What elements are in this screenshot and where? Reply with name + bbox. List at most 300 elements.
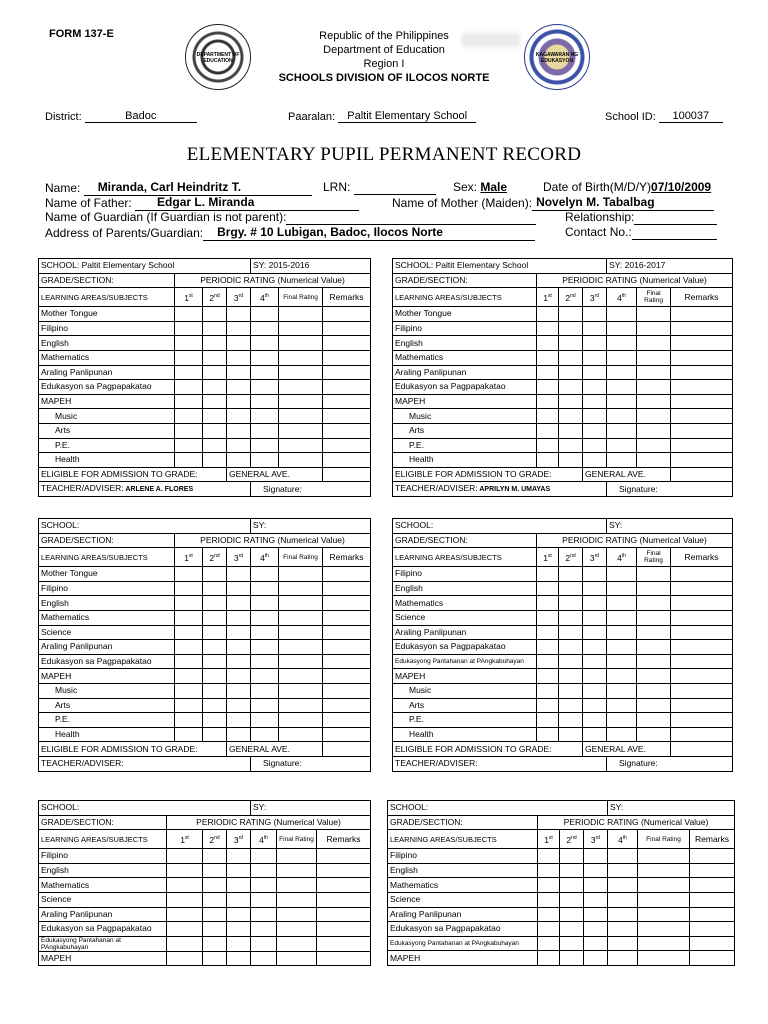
grade-cell xyxy=(323,438,371,453)
grade-cell xyxy=(251,951,277,966)
subject-row xyxy=(39,907,371,922)
grade-cell xyxy=(559,596,583,611)
grade-cell xyxy=(203,610,227,625)
grade-cell xyxy=(637,713,671,728)
grade-cell xyxy=(559,321,583,336)
subject-name: Health xyxy=(393,727,537,742)
subject-row xyxy=(39,394,371,409)
quarter-suffix: th xyxy=(621,292,626,299)
grade-cell xyxy=(277,951,317,966)
grade-cell xyxy=(537,581,559,596)
mother-label: Name of Mother (Maiden): xyxy=(392,196,533,210)
grade-cell xyxy=(277,878,317,893)
grade-cell xyxy=(279,581,323,596)
subject-row xyxy=(393,394,733,409)
grade-cell xyxy=(203,863,227,878)
grade-cell xyxy=(537,336,559,351)
grade-cell xyxy=(538,863,560,878)
grade-cell xyxy=(583,713,607,728)
grade-cell xyxy=(175,625,203,640)
grade-cell xyxy=(690,907,735,922)
grade-cell xyxy=(559,453,583,468)
grade-cell xyxy=(537,321,559,336)
grade-cell xyxy=(227,683,251,698)
subject-name: Filipino xyxy=(39,321,175,336)
grade-cell xyxy=(251,321,279,336)
grade-row xyxy=(393,533,733,548)
subject-row xyxy=(393,307,733,322)
grade-cell xyxy=(251,380,279,395)
final-rating-header: Final Rating xyxy=(279,288,323,307)
column-header-row xyxy=(388,830,735,849)
grade-cell xyxy=(559,365,583,380)
grade-cell xyxy=(227,669,251,684)
subject-row xyxy=(39,350,371,365)
subject-name: Music xyxy=(393,683,537,698)
teacher-label: TEACHER/ADVISER: xyxy=(41,757,124,768)
subject-row xyxy=(39,610,371,625)
grade-cell xyxy=(251,453,279,468)
subject-row xyxy=(39,321,371,336)
quarter-num: 4 xyxy=(260,292,265,303)
guardian-field xyxy=(45,210,536,225)
grade-cell xyxy=(537,394,559,409)
subject-row xyxy=(388,849,735,864)
quarter-num: 3 xyxy=(590,834,596,845)
grade-cell xyxy=(671,596,733,611)
grade-cell xyxy=(638,951,690,966)
grade-cell xyxy=(323,307,371,322)
subject-name: Mother Tongue xyxy=(39,307,175,322)
learning-areas-header: LEARNING AREAS/SUBJECTS xyxy=(39,288,175,307)
grade-cell xyxy=(637,380,671,395)
district-value: Badoc xyxy=(85,110,197,123)
grade-cell xyxy=(690,951,735,966)
teacher-value: ARLENE A. FLORES xyxy=(123,486,194,494)
grade-cell xyxy=(323,610,371,625)
subject-row xyxy=(39,438,371,453)
grade-cell xyxy=(323,380,371,395)
subject-name: Music xyxy=(39,683,175,698)
periodic-rating-label: PERIODIC RATING (Numerical Value) xyxy=(175,533,371,548)
eligible-label: ELIGIBLE FOR ADMISSION TO GRADE: xyxy=(39,742,227,757)
grade-cell xyxy=(637,394,671,409)
subject-name: Edukasyon sa Pagpapakatao xyxy=(39,654,175,669)
school-row xyxy=(39,259,371,274)
grade-cell xyxy=(323,567,371,582)
subject-row xyxy=(39,365,371,380)
grade-cell xyxy=(637,669,671,684)
school-cell xyxy=(39,259,251,274)
grade-cell xyxy=(251,350,279,365)
subject-row xyxy=(39,453,371,468)
grade-cell xyxy=(559,409,583,424)
final-rating-header: Final Rating xyxy=(637,288,671,307)
quarter-4-header xyxy=(251,288,279,307)
grade-cell xyxy=(277,892,317,907)
grade-cell xyxy=(560,863,584,878)
grade-cell xyxy=(227,654,251,669)
grade-cell xyxy=(279,350,323,365)
grade-cell xyxy=(251,878,277,893)
subject-name: English xyxy=(393,336,537,351)
grade-cell xyxy=(203,380,227,395)
grade-cell xyxy=(671,640,733,655)
subject-name: Health xyxy=(39,727,175,742)
grade-cell xyxy=(323,698,371,713)
subject-row xyxy=(39,596,371,611)
periodic-rating-label: PERIODIC RATING (Numerical Value) xyxy=(538,815,735,830)
grade-cell xyxy=(537,438,559,453)
school-cell xyxy=(393,519,607,534)
grade-cell xyxy=(583,438,607,453)
subject-name: Filipino xyxy=(393,567,537,582)
quarter-suffix: th xyxy=(264,292,269,299)
subject-name: MAPEH xyxy=(39,669,175,684)
grade-cell xyxy=(203,849,227,864)
general-ave-label: GENERAL AVE. xyxy=(583,742,671,757)
subject-name: Mother Tongue xyxy=(39,567,175,582)
grade-cell xyxy=(538,849,560,864)
grade-cell xyxy=(671,581,733,596)
grade-cell xyxy=(607,453,637,468)
grade-cell xyxy=(203,907,227,922)
subject-name: MAPEH xyxy=(39,951,167,966)
final-rating-header: Final Rating xyxy=(279,548,323,567)
grade-cell xyxy=(637,610,671,625)
subject-name: Mathematics xyxy=(39,878,167,893)
grade-cell xyxy=(227,438,251,453)
grade-cell xyxy=(279,698,323,713)
grade-cell xyxy=(608,951,638,966)
grade-cell xyxy=(175,350,203,365)
grade-cell xyxy=(317,936,371,951)
subject-row xyxy=(39,307,371,322)
grade-cell xyxy=(227,581,251,596)
school-label: SCHOOL: xyxy=(41,260,80,271)
grade-cell xyxy=(203,951,227,966)
school-row xyxy=(39,519,371,534)
subject-row xyxy=(393,669,733,684)
column-header-row xyxy=(393,288,733,307)
subject-name: English xyxy=(388,863,538,878)
grade-cell xyxy=(671,423,733,438)
remarks-header: Remarks xyxy=(323,288,371,307)
grade-cell xyxy=(227,409,251,424)
school-row xyxy=(39,801,371,816)
grade-cell xyxy=(175,713,203,728)
subject-row xyxy=(39,849,371,864)
quarter-num: 2 xyxy=(565,552,571,563)
grade-row xyxy=(388,815,735,830)
grade-cell xyxy=(537,640,559,655)
subject-row xyxy=(393,625,733,640)
grade-cell xyxy=(690,936,735,951)
grade-row xyxy=(393,273,733,288)
general-ave-label: GENERAL AVE. xyxy=(227,742,323,757)
grade-cell xyxy=(175,365,203,380)
contact-field xyxy=(565,225,717,240)
grade-cell xyxy=(559,307,583,322)
subject-name: P.E. xyxy=(393,438,537,453)
grade-cell xyxy=(227,849,251,864)
subject-name: Araling Panlipunan xyxy=(388,907,538,922)
grade-cell xyxy=(583,625,607,640)
remarks-header: Remarks xyxy=(323,548,371,567)
record-table-3 xyxy=(38,518,371,772)
grade-cell xyxy=(227,713,251,728)
quarter-2-header xyxy=(560,830,584,849)
quarter-num: 4 xyxy=(617,292,622,303)
grade-cell xyxy=(608,907,638,922)
district-field xyxy=(45,110,197,123)
address-field xyxy=(45,225,535,241)
grade-section-label: GRADE/SECTION: xyxy=(393,273,537,288)
sy-label: SY: xyxy=(610,802,624,813)
subject-row xyxy=(393,336,733,351)
subject-row xyxy=(393,409,733,424)
grade-cell xyxy=(203,321,227,336)
grade-cell xyxy=(607,567,637,582)
grade-cell xyxy=(279,453,323,468)
signature-label: Signature: xyxy=(251,756,371,771)
mother-value: Novelyn M. Tabalbag xyxy=(532,195,714,211)
quarter-2-header xyxy=(203,830,227,849)
quarter-suffix: th xyxy=(622,834,627,841)
quarter-1-header xyxy=(175,548,203,567)
grade-cell xyxy=(690,922,735,937)
quarter-num: 1 xyxy=(180,834,185,845)
grade-cell xyxy=(583,453,607,468)
dob-field xyxy=(543,180,711,195)
grade-cell xyxy=(608,922,638,937)
grade-cell xyxy=(203,669,227,684)
subject-row xyxy=(39,951,371,966)
grade-cell xyxy=(538,892,560,907)
quarter-num: 4 xyxy=(617,552,622,563)
subject-row xyxy=(393,423,733,438)
sex-label: Sex: xyxy=(453,180,478,194)
grade-cell xyxy=(323,581,371,596)
grade-cell xyxy=(279,365,323,380)
grade-cell xyxy=(323,683,371,698)
grade-cell xyxy=(671,394,733,409)
district-label: District: xyxy=(45,111,82,123)
grade-cell xyxy=(279,380,323,395)
subject-row xyxy=(393,438,733,453)
grade-section-label: GRADE/SECTION: xyxy=(39,815,167,830)
grade-cell xyxy=(251,423,279,438)
grade-cell xyxy=(323,654,371,669)
remarks-header: Remarks xyxy=(671,288,733,307)
sy-value: 2016-2017 xyxy=(622,260,666,271)
grade-cell xyxy=(584,951,608,966)
periodic-rating-label: PERIODIC RATING (Numerical Value) xyxy=(537,533,733,548)
grade-cell xyxy=(584,936,608,951)
grade-cell xyxy=(279,713,323,728)
teacher-row xyxy=(39,756,371,771)
grade-cell xyxy=(203,892,227,907)
grade-cell xyxy=(227,698,251,713)
quarter-suffix: nd xyxy=(214,834,220,841)
grade-cell xyxy=(537,567,559,582)
grade-cell xyxy=(323,321,371,336)
grade-cell xyxy=(251,438,279,453)
subject-row xyxy=(39,669,371,684)
paaralan-label: Paaralan: xyxy=(288,111,336,123)
address-label: Address of Parents/Guardian: xyxy=(45,226,204,240)
grade-cell xyxy=(167,892,203,907)
grade-cell xyxy=(538,922,560,937)
lrn-field xyxy=(323,180,436,195)
subject-row xyxy=(388,936,735,951)
quarter-4-header xyxy=(608,830,638,849)
learning-areas-header: LEARNING AREAS/SUBJECTS xyxy=(39,830,167,849)
grade-cell xyxy=(537,625,559,640)
grade-cell xyxy=(279,727,323,742)
sy-cell xyxy=(251,259,371,274)
grade-cell xyxy=(203,567,227,582)
grade-cell xyxy=(227,640,251,655)
quarter-num: 1 xyxy=(543,292,548,303)
signature-label: Signature: xyxy=(607,482,733,497)
grade-cell xyxy=(607,409,637,424)
grade-cell xyxy=(251,394,279,409)
grade-cell xyxy=(251,698,279,713)
subject-row xyxy=(393,727,733,742)
grade-cell xyxy=(583,640,607,655)
grade-cell xyxy=(277,907,317,922)
subject-row xyxy=(39,640,371,655)
grade-cell xyxy=(637,727,671,742)
grade-cell xyxy=(690,878,735,893)
school-value: Paltit Elementary School xyxy=(79,260,175,271)
quarter-num: 2 xyxy=(566,834,572,845)
school-cell xyxy=(388,801,608,816)
quarter-4-header xyxy=(607,548,637,567)
quarter-1-header xyxy=(537,548,559,567)
quarter-suffix: st xyxy=(547,552,552,559)
school-row xyxy=(393,519,733,534)
subject-name: Edukasyong Pantahanan at PAngkabuhayan xyxy=(388,936,538,951)
sy-cell xyxy=(251,519,371,534)
grade-cell xyxy=(560,907,584,922)
subject-row xyxy=(39,683,371,698)
grade-cell xyxy=(537,380,559,395)
grade-cell xyxy=(538,936,560,951)
subject-name: MAPEH xyxy=(388,951,538,966)
grade-cell xyxy=(537,307,559,322)
school-id-value: 100037 xyxy=(659,110,723,123)
grade-cell xyxy=(607,321,637,336)
grade-cell xyxy=(175,567,203,582)
grade-cell xyxy=(251,727,279,742)
quarter-num: 3 xyxy=(233,834,239,845)
grade-cell xyxy=(637,336,671,351)
eligible-label: ELIGIBLE FOR ADMISSION TO GRADE: xyxy=(393,467,583,482)
grade-cell xyxy=(227,423,251,438)
subject-name: P.E. xyxy=(39,713,175,728)
subject-name: Mathematics xyxy=(39,350,175,365)
grade-cell xyxy=(279,307,323,322)
grade-cell xyxy=(637,581,671,596)
grade-cell xyxy=(537,669,559,684)
subject-row xyxy=(39,567,371,582)
grade-cell xyxy=(608,849,638,864)
final-rating-header: Final Rating xyxy=(638,830,690,849)
quarter-suffix: nd xyxy=(570,292,576,299)
father-value: Edgar L. Miranda xyxy=(135,195,359,211)
grade-cell xyxy=(671,321,733,336)
subject-row xyxy=(39,654,371,669)
grade-cell xyxy=(203,350,227,365)
subject-row xyxy=(393,654,733,669)
page-title: ELEMENTARY PUPIL PERMANENT RECORD xyxy=(186,144,582,165)
learning-areas-header: LEARNING AREAS/SUBJECTS xyxy=(39,548,175,567)
grade-cell xyxy=(583,336,607,351)
subject-row xyxy=(393,698,733,713)
grade-cell xyxy=(203,394,227,409)
grade-cell xyxy=(671,625,733,640)
grade-cell xyxy=(559,654,583,669)
grade-cell xyxy=(607,423,637,438)
grade-cell xyxy=(690,892,735,907)
teacher-cell xyxy=(393,482,607,497)
quarter-3-header xyxy=(227,830,251,849)
subject-name: Mathematics xyxy=(393,350,537,365)
quarter-suffix: th xyxy=(263,834,268,841)
subject-name: Edukasyon sa Pagpapakatao xyxy=(39,922,167,937)
grade-cell xyxy=(584,849,608,864)
grade-cell xyxy=(227,567,251,582)
grade-cell xyxy=(607,380,637,395)
grade-cell xyxy=(167,907,203,922)
subject-row xyxy=(39,878,371,893)
school-label: SCHOOL: xyxy=(390,802,429,813)
subject-name: Edukasyong Pantahanan at PAngkabuhayan xyxy=(39,936,167,951)
grade-cell xyxy=(251,409,279,424)
subject-row xyxy=(393,640,733,655)
grade-cell xyxy=(583,610,607,625)
school-row xyxy=(388,801,735,816)
grade-cell xyxy=(537,683,559,698)
grade-cell xyxy=(277,922,317,937)
grade-cell xyxy=(537,350,559,365)
grade-cell xyxy=(559,669,583,684)
subject-name: Mathematics xyxy=(388,878,538,893)
grade-cell xyxy=(279,669,323,684)
lrn-label: LRN: xyxy=(323,180,351,194)
quarter-num: 4 xyxy=(618,834,623,845)
grade-cell xyxy=(583,581,607,596)
quarter-1-header xyxy=(537,288,559,307)
subject-name: MAPEH xyxy=(39,394,175,409)
grade-cell xyxy=(671,567,733,582)
subject-name: English xyxy=(39,863,167,878)
grade-cell xyxy=(227,878,251,893)
grade-cell xyxy=(671,438,733,453)
grade-cell xyxy=(559,581,583,596)
grade-cell xyxy=(203,640,227,655)
grade-cell xyxy=(279,567,323,582)
address-value: Brgy. # 10 Lubigan, Badoc, Ilocos Norte xyxy=(203,225,535,241)
column-header-row xyxy=(39,548,371,567)
grade-cell xyxy=(608,936,638,951)
quarter-suffix: st xyxy=(188,292,193,299)
grade-cell xyxy=(638,922,690,937)
mother-field xyxy=(392,195,714,211)
grade-cell xyxy=(638,907,690,922)
